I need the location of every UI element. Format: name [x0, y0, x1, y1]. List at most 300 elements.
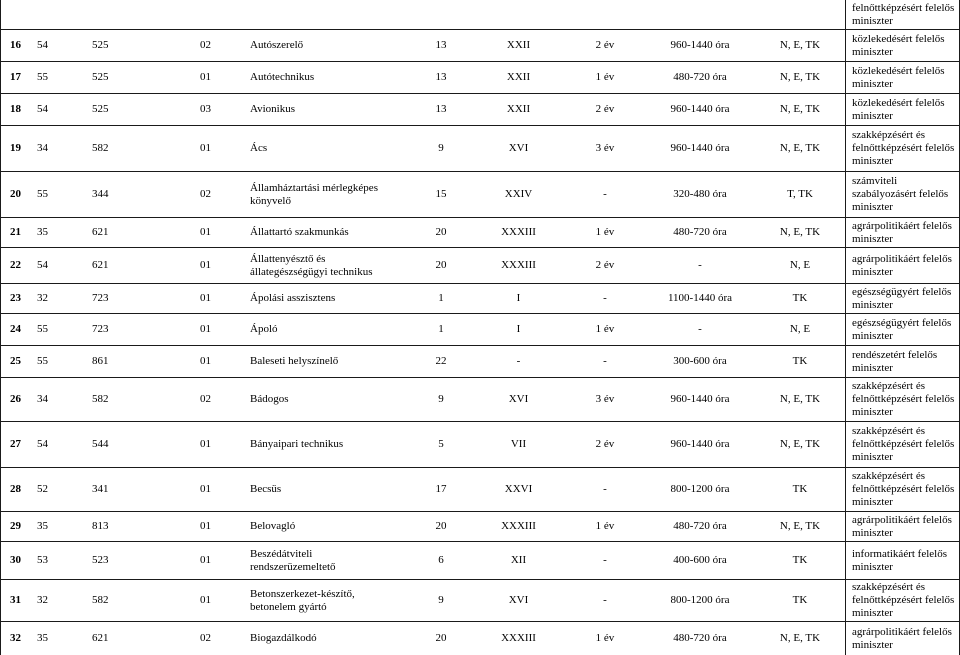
hours-text: 320-480 óra: [673, 188, 727, 200]
ministry-cell: [845, 218, 960, 247]
level-cell: [472, 346, 565, 377]
ministry-cell: [845, 314, 960, 345]
row-number-text: 24: [10, 323, 21, 335]
table-row: [0, 94, 960, 126]
row-number-cell: [0, 378, 30, 421]
name-text: Állattenyésztő és állategészségügyi technikus: [250, 252, 373, 278]
row-number-text: 30: [10, 554, 21, 566]
level-text: XXVI: [504, 483, 533, 495]
duration-cell: [565, 218, 645, 247]
number-cell: [410, 542, 472, 579]
name-text: Becsüs: [250, 483, 282, 495]
hours-cell: [645, 422, 755, 467]
code-cell: [30, 248, 85, 283]
name-text: Ápolási asszisztens: [250, 292, 336, 304]
level-cell: [472, 622, 565, 655]
level-text: XVI: [508, 142, 529, 154]
number-cell: [410, 622, 472, 655]
level-cell: [472, 422, 565, 467]
number-cell: [410, 62, 472, 93]
number-text: 13: [435, 71, 447, 83]
duration-cell: [565, 580, 645, 621]
level-cell: [472, 468, 565, 511]
ministry-cell: [845, 172, 960, 217]
number-text: 13: [435, 39, 447, 51]
name-cell: [243, 284, 410, 313]
code-cell: [190, 314, 243, 345]
number-cell: [410, 314, 472, 345]
code-text: 01: [200, 323, 211, 335]
ministry-text: számviteli szabályozásért felelős miniszter: [852, 175, 949, 213]
duration-text: 3 év: [595, 142, 615, 154]
code-cell: [190, 30, 243, 61]
duration-text: 2 év: [595, 438, 615, 450]
table-row: [0, 248, 960, 284]
row-number-text: 16: [10, 39, 21, 51]
code-cell: [190, 622, 243, 655]
exam-text: N, E, TK: [779, 520, 821, 532]
exam-text: TK: [792, 292, 808, 304]
ministry-text: szakképzésért és felnőttképzésért felelős miniszter: [852, 129, 955, 167]
code-cell: [85, 94, 190, 125]
hours-cell: [645, 378, 755, 421]
row-number-cell: [0, 542, 30, 579]
ministry-cell: [845, 30, 960, 61]
row-number-text: 31: [10, 594, 21, 606]
code-text: 582: [92, 142, 109, 154]
exam-text: TK: [792, 594, 808, 606]
hours-text: 960-1440 óra: [670, 438, 730, 450]
code-text: 01: [200, 142, 211, 154]
table-row: [0, 172, 960, 218]
level-text: VII: [510, 438, 527, 450]
row-number-cell: [0, 468, 30, 511]
code-cell: [190, 62, 243, 93]
code-cell: [85, 542, 190, 579]
row-number-cell: [0, 580, 30, 621]
exam-text: TK: [792, 554, 808, 566]
code-text: 03: [200, 103, 211, 115]
ministry-text: agrárpolitikáért felelős miniszter: [852, 513, 952, 539]
name-text: Ács: [250, 142, 268, 154]
number-cell: [410, 580, 472, 621]
level-cell: [472, 172, 565, 217]
code-text: 35: [37, 226, 48, 238]
row-number-cell: [0, 512, 30, 541]
code-cell: [30, 314, 85, 345]
duration-text: 1 év: [595, 71, 615, 83]
level-cell: [472, 378, 565, 421]
level-cell: [472, 512, 565, 541]
exam-text: N, E, TK: [779, 142, 821, 154]
level-text: XXXIII: [501, 520, 536, 532]
number-text: 5: [438, 438, 444, 450]
number-text: 20: [435, 632, 447, 644]
level-cell: [472, 218, 565, 247]
code-text: 35: [37, 520, 48, 532]
hours-cell: [645, 94, 755, 125]
code-text: 01: [200, 226, 211, 238]
code-cell: [85, 284, 190, 313]
duration-text: -: [603, 355, 607, 367]
level-text: XVI: [508, 393, 529, 405]
row-number-cell: [0, 622, 30, 655]
table-row: [0, 622, 960, 655]
code-text: 01: [200, 520, 211, 532]
hours-cell: [645, 172, 755, 217]
row-number-cell: [0, 30, 30, 61]
ministry-cell: [845, 378, 960, 421]
code-text: 01: [200, 259, 211, 271]
code-cell: [30, 172, 85, 217]
number-text: 20: [435, 520, 447, 532]
ministry-cell: [845, 622, 960, 655]
exam-cell: [755, 94, 845, 125]
ministry-text: rendészetért felelős miniszter: [852, 348, 938, 374]
number-cell: [410, 468, 472, 511]
code-text: 582: [92, 393, 109, 405]
code-text: 861: [92, 355, 109, 367]
hours-cell: [645, 468, 755, 511]
duration-cell: [565, 512, 645, 541]
name-cell: [243, 218, 410, 247]
ministry-text: agrárpolitikáért felelős miniszter: [852, 252, 952, 278]
table-row: [0, 30, 960, 62]
name-cell: [243, 468, 410, 511]
code-cell: [85, 172, 190, 217]
number-text: 20: [435, 259, 447, 271]
number-cell: [410, 248, 472, 283]
code-cell: [30, 580, 85, 621]
code-text: 582: [92, 594, 109, 606]
code-cell: [30, 622, 85, 655]
duration-cell: [565, 62, 645, 93]
level-cell: [472, 30, 565, 61]
code-cell: [85, 248, 190, 283]
exam-cell: [755, 0, 845, 29]
number-cell: [410, 218, 472, 247]
code-cell: [85, 512, 190, 541]
row-number-text: 27: [10, 438, 21, 450]
code-text: 35: [37, 632, 48, 644]
name-cell: [243, 126, 410, 171]
exam-text: N, E, TK: [779, 632, 821, 644]
name-text: Bányaipari technikus: [250, 438, 344, 450]
hours-text: 480-720 óra: [673, 632, 727, 644]
hours-text: 960-1440 óra: [670, 142, 730, 154]
ministry-cell: [845, 422, 960, 467]
number-cell: [410, 346, 472, 377]
hours-cell: [645, 542, 755, 579]
code-text: 55: [37, 71, 48, 83]
ministry-cell: [845, 248, 960, 283]
hours-text: 800-1200 óra: [670, 483, 730, 495]
code-text: 32: [37, 594, 48, 606]
code-cell: [190, 542, 243, 579]
row-number-text: 19: [10, 142, 21, 154]
code-cell: [30, 512, 85, 541]
code-cell: [85, 622, 190, 655]
exam-text: TK: [792, 355, 808, 367]
exam-cell: [755, 62, 845, 93]
row-number-text: 21: [10, 226, 21, 238]
code-text: 621: [92, 226, 109, 238]
exam-cell: [755, 580, 845, 621]
hours-text: -: [698, 323, 702, 335]
code-text: 525: [92, 103, 109, 115]
hours-text: 960-1440 óra: [670, 103, 730, 115]
row-number-cell: [0, 94, 30, 125]
code-cell: [190, 378, 243, 421]
exam-text: N, E, TK: [779, 71, 821, 83]
level-text: XXIV: [504, 188, 533, 200]
hours-cell: [645, 622, 755, 655]
duration-text: -: [603, 188, 607, 200]
code-text: 54: [37, 438, 48, 450]
code-cell: [30, 218, 85, 247]
hours-text: 800-1200 óra: [670, 594, 730, 606]
ministry-text: szakképzésért és felnőttképzésért felelős miniszter: [852, 470, 955, 508]
exam-cell: [755, 542, 845, 579]
exam-cell: [755, 314, 845, 345]
hours-cell: [645, 62, 755, 93]
ministry-cell: [845, 284, 960, 313]
code-cell: [85, 422, 190, 467]
code-text: 54: [37, 103, 48, 115]
ministry-cell: [845, 0, 960, 29]
code-text: 02: [200, 188, 211, 200]
ministry-text: szakképzésért és felnőttképzésért felelős miniszter: [852, 425, 955, 463]
number-text: 20: [435, 226, 447, 238]
code-cell: [85, 30, 190, 61]
code-text: 01: [200, 438, 211, 450]
name-cell: [243, 622, 410, 655]
exam-cell: [755, 126, 845, 171]
level-text: XXII: [506, 103, 531, 115]
level-text: XVI: [508, 594, 529, 606]
table-row: [0, 62, 960, 94]
hours-text: 480-720 óra: [673, 226, 727, 238]
ministry-text: közlekedésért felelős miniszter: [852, 96, 945, 122]
row-number-cell: [0, 62, 30, 93]
duration-text: 2 év: [595, 103, 615, 115]
name-cell: [243, 378, 410, 421]
code-text: 621: [92, 632, 109, 644]
hours-cell: [645, 248, 755, 283]
number-cell: [410, 284, 472, 313]
duration-cell: [565, 30, 645, 61]
code-text: 34: [37, 393, 48, 405]
code-text: 621: [92, 259, 109, 271]
hours-cell: [645, 30, 755, 61]
ministry-cell: [845, 126, 960, 171]
code-text: 53: [37, 554, 48, 566]
exam-text: N, E, TK: [779, 393, 821, 405]
name-cell: [243, 248, 410, 283]
number-cell: [410, 512, 472, 541]
code-cell: [30, 0, 85, 29]
ministry-text: agrárpolitikáért felelős miniszter: [852, 219, 952, 245]
ministry-text: közlekedésért felelős miniszter: [852, 64, 945, 90]
name-text: Bádogos: [250, 393, 289, 405]
duration-cell: [565, 422, 645, 467]
ministry-cell: [845, 468, 960, 511]
name-text: Államháztartási mérlegképes könyvelő: [250, 181, 378, 207]
level-text: I: [516, 292, 521, 304]
name-cell: [243, 0, 410, 29]
duration-cell: [565, 172, 645, 217]
hours-text: 300-600 óra: [673, 355, 727, 367]
duration-cell: [565, 284, 645, 313]
table-row: [0, 126, 960, 172]
code-text: 723: [92, 323, 109, 335]
duration-text: 1 év: [595, 632, 615, 644]
name-text: Beszédátviteli rendszerüzemeltető: [250, 547, 336, 573]
hours-text: 960-1440 óra: [670, 393, 730, 405]
code-text: 525: [92, 39, 109, 51]
row-number-text: 25: [10, 355, 21, 367]
ministry-text: felnőttképzésért felelős miniszter: [852, 1, 955, 27]
exam-text: N, E: [789, 323, 811, 335]
name-cell: [243, 314, 410, 345]
code-text: 344: [92, 188, 109, 200]
code-text: 01: [200, 594, 211, 606]
duration-cell: [565, 94, 645, 125]
name-text: Ápoló: [250, 323, 278, 335]
level-text: I: [516, 323, 521, 335]
code-text: 01: [200, 554, 211, 566]
number-text: 13: [435, 103, 447, 115]
ministry-text: közlekedésért felelős miniszter: [852, 32, 945, 58]
duration-text: -: [603, 483, 607, 495]
exam-cell: [755, 284, 845, 313]
code-cell: [190, 126, 243, 171]
exam-cell: [755, 622, 845, 655]
exam-cell: [755, 378, 845, 421]
level-text: XXXIII: [501, 259, 536, 271]
level-cell: [472, 580, 565, 621]
name-cell: [243, 580, 410, 621]
number-text: 17: [435, 483, 447, 495]
exam-cell: [755, 248, 845, 283]
code-cell: [85, 580, 190, 621]
level-cell: [472, 62, 565, 93]
name-text: Belovagló: [250, 520, 296, 532]
code-text: 54: [37, 39, 48, 51]
name-cell: [243, 94, 410, 125]
duration-cell: [565, 126, 645, 171]
code-cell: [190, 172, 243, 217]
name-text: Állattartó szakmunkás: [250, 226, 349, 238]
code-text: 813: [92, 520, 109, 532]
number-cell: [410, 0, 472, 29]
duration-cell: [565, 346, 645, 377]
level-text: XII: [510, 554, 527, 566]
hours-text: 960-1440 óra: [670, 39, 730, 51]
duration-text: 2 év: [595, 39, 615, 51]
table-row: [0, 314, 960, 346]
code-cell: [85, 0, 190, 29]
code-cell: [85, 126, 190, 171]
ministry-cell: [845, 542, 960, 579]
duration-cell: [565, 0, 645, 29]
hours-text: 480-720 óra: [673, 71, 727, 83]
level-text: -: [516, 355, 521, 367]
duration-cell: [565, 468, 645, 511]
table-row: [0, 378, 960, 422]
code-cell: [85, 314, 190, 345]
exam-cell: [755, 422, 845, 467]
number-text: 6: [438, 554, 444, 566]
code-cell: [30, 126, 85, 171]
code-text: 02: [200, 632, 211, 644]
exam-cell: [755, 30, 845, 61]
number-text: 9: [438, 594, 444, 606]
hours-cell: [645, 314, 755, 345]
row-number-text: 20: [10, 188, 21, 200]
number-text: 1: [438, 323, 444, 335]
exam-cell: [755, 468, 845, 511]
duration-text: 2 év: [595, 259, 615, 271]
level-text: XXII: [506, 71, 531, 83]
number-cell: [410, 378, 472, 421]
hours-text: -: [698, 259, 702, 271]
duration-cell: [565, 378, 645, 421]
exam-text: TK: [792, 483, 808, 495]
ministry-text: szakképzésért és felnőttképzésért felelős miniszter: [852, 581, 955, 619]
name-text: Autószerelő: [250, 39, 304, 51]
code-cell: [190, 512, 243, 541]
table-row: [0, 512, 960, 542]
table-row: [0, 0, 960, 30]
duration-cell: [565, 622, 645, 655]
name-cell: [243, 172, 410, 217]
hours-cell: [645, 126, 755, 171]
code-cell: [190, 218, 243, 247]
exam-text: T, TK: [787, 188, 813, 200]
ministry-cell: [845, 346, 960, 377]
code-cell: [190, 0, 243, 29]
name-cell: [243, 422, 410, 467]
number-cell: [410, 30, 472, 61]
duration-cell: [565, 542, 645, 579]
row-number-cell: [0, 346, 30, 377]
code-text: 55: [37, 355, 48, 367]
code-text: 01: [200, 483, 211, 495]
hours-cell: [645, 512, 755, 541]
name-text: Betonszerkezet-készítő, betonelem gyártó: [250, 587, 355, 613]
duration-text: 3 év: [595, 393, 615, 405]
code-cell: [85, 468, 190, 511]
row-number-cell: [0, 126, 30, 171]
table-row: [0, 346, 960, 378]
code-text: 02: [200, 39, 211, 51]
code-cell: [190, 580, 243, 621]
row-number-text: 17: [10, 71, 21, 83]
level-cell: [472, 542, 565, 579]
ministry-text: informatikáért felelős miniszter: [852, 547, 947, 573]
level-cell: [472, 248, 565, 283]
level-cell: [472, 314, 565, 345]
code-text: 525: [92, 71, 109, 83]
code-text: 01: [200, 355, 211, 367]
duration-text: 1 év: [595, 226, 615, 238]
number-text: 9: [438, 142, 444, 154]
hours-cell: [645, 284, 755, 313]
code-cell: [190, 422, 243, 467]
table-row: [0, 542, 960, 580]
hours-cell: [645, 0, 755, 29]
